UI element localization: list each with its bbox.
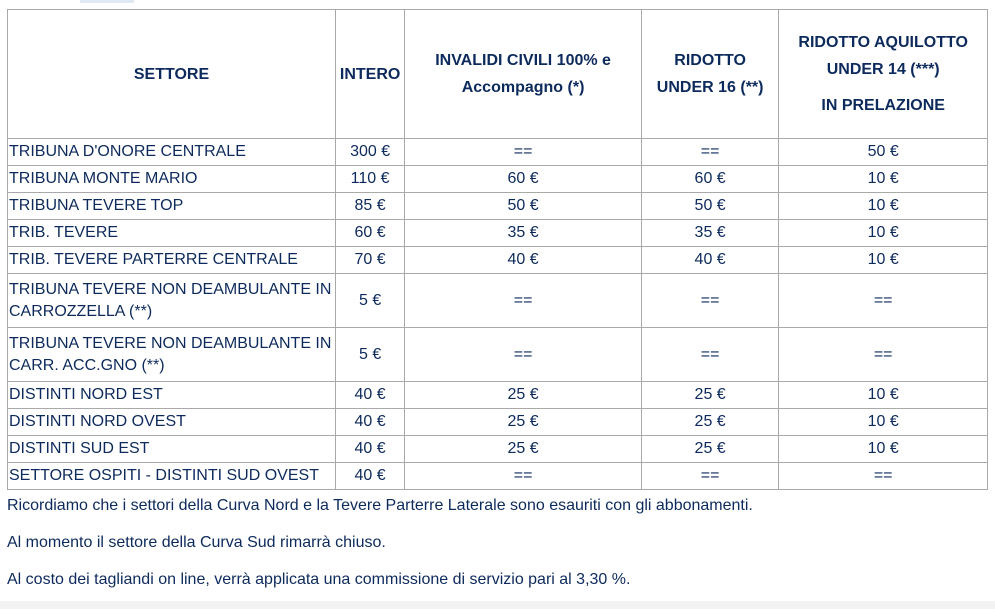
invalidi-cell: 35 € <box>405 220 642 247</box>
header-intero: INTERO <box>336 10 405 139</box>
aquilotto-cell: 10 € <box>779 220 988 247</box>
invalidi-cell: == <box>405 139 642 166</box>
intero-cell: 40 € <box>336 436 405 463</box>
top-strip <box>0 0 995 3</box>
intero-cell: 40 € <box>336 463 405 490</box>
header-aquilotto-spacer <box>781 83 985 92</box>
intero-cell: 40 € <box>336 409 405 436</box>
under16-cell: 25 € <box>641 382 778 409</box>
table-row <box>8 274 988 328</box>
invalidi-cell: 40 € <box>405 247 642 274</box>
sector-cell: TRIBUNA MONTE MARIO <box>8 166 336 193</box>
under16-cell: == <box>641 328 778 382</box>
note-service-fee: Al costo dei tagliandi on line, verrà applicata una commissione di servizio pari al 3,30 %. <box>7 571 631 588</box>
sector-cell: DISTINTI NORD EST <box>8 382 336 409</box>
table-row <box>8 247 988 274</box>
under16-cell: 40 € <box>641 247 778 274</box>
sector-cell: TRIBUNA TEVERE TOP <box>8 193 336 220</box>
header-aquilotto-line1: RIDOTTO AQUILOTTO UNDER 14 (***) <box>798 34 968 78</box>
invalidi-cell: 25 € <box>405 409 642 436</box>
under16-cell: 60 € <box>641 166 778 193</box>
under16-cell: 50 € <box>641 193 778 220</box>
notes-section <box>7 496 987 607</box>
table-row <box>8 328 988 382</box>
table-row <box>8 463 988 490</box>
table-row <box>8 436 988 463</box>
aquilotto-cell: 10 € <box>779 436 988 463</box>
price-table-body <box>8 139 988 490</box>
sector-cell: TRIBUNA TEVERE NON DEAMBULANTE IN CARROZZELLA (**) <box>8 274 336 328</box>
aquilotto-cell: == <box>779 328 988 382</box>
invalidi-cell: 50 € <box>405 193 642 220</box>
table-row <box>8 193 988 220</box>
intero-cell: 40 € <box>336 382 405 409</box>
sector-cell: TRIB. TEVERE PARTERRE CENTRALE <box>8 247 336 274</box>
header-settore: SETTORE <box>8 10 336 139</box>
header-aquilotto <box>779 10 988 139</box>
intero-cell: 5 € <box>336 274 405 328</box>
aquilotto-cell: 50 € <box>779 139 988 166</box>
intero-cell: 300 € <box>336 139 405 166</box>
table-row <box>8 382 988 409</box>
aquilotto-cell: 10 € <box>779 166 988 193</box>
intero-cell: 60 € <box>336 220 405 247</box>
sector-cell: TRIBUNA TEVERE NON DEAMBULANTE IN CARR. ACC.GNO (**) <box>8 328 336 382</box>
table-row <box>8 409 988 436</box>
under16-cell: == <box>641 274 778 328</box>
intero-cell: 110 € <box>336 166 405 193</box>
intero-cell: 85 € <box>336 193 405 220</box>
table-row <box>8 166 988 193</box>
under16-cell: == <box>641 463 778 490</box>
invalidi-cell: == <box>405 463 642 490</box>
price-table-header <box>8 10 988 139</box>
aquilotto-cell: 10 € <box>779 193 988 220</box>
under16-cell: 25 € <box>641 436 778 463</box>
aquilotto-cell: == <box>779 463 988 490</box>
top-accent-bar <box>80 0 134 3</box>
bottom-fade <box>0 601 995 609</box>
sector-cell: DISTINTI NORD OVEST <box>8 409 336 436</box>
note-curva-sud-closed: Al momento il settore della Curva Sud rimarrà chiuso. <box>7 534 386 551</box>
under16-cell: == <box>641 139 778 166</box>
invalidi-cell: == <box>405 328 642 382</box>
under16-cell: 35 € <box>641 220 778 247</box>
sector-cell: DISTINTI SUD EST <box>8 436 336 463</box>
table-row <box>8 220 988 247</box>
aquilotto-cell: == <box>779 274 988 328</box>
header-under16: RIDOTTO UNDER 16 (**) <box>641 10 778 139</box>
sector-cell: TRIB. TEVERE <box>8 220 336 247</box>
invalidi-cell: 60 € <box>405 166 642 193</box>
sector-cell: SETTORE OSPITI - DISTINTI SUD OVEST <box>8 463 336 490</box>
invalidi-cell: 25 € <box>405 382 642 409</box>
intero-cell: 5 € <box>336 328 405 382</box>
sector-cell: TRIBUNA D'ONORE CENTRALE <box>8 139 336 166</box>
note-sold-out: Ricordiamo che i settori della Curva Nord e la Tevere Parterre Laterale sono esauriti con gli abbonamenti. <box>7 497 753 514</box>
invalidi-cell: 25 € <box>405 436 642 463</box>
aquilotto-cell: 10 € <box>779 247 988 274</box>
intero-cell: 70 € <box>336 247 405 274</box>
header-invalidi: INVALIDI CIVILI 100% e Accompagno (*) <box>405 10 642 139</box>
header-row <box>8 10 988 139</box>
header-aquilotto-line2: IN PRELAZIONE <box>821 97 945 114</box>
aquilotto-cell: 10 € <box>779 382 988 409</box>
price-table <box>7 9 988 490</box>
invalidi-cell: == <box>405 274 642 328</box>
aquilotto-cell: 10 € <box>779 409 988 436</box>
under16-cell: 25 € <box>641 409 778 436</box>
table-row <box>8 139 988 166</box>
